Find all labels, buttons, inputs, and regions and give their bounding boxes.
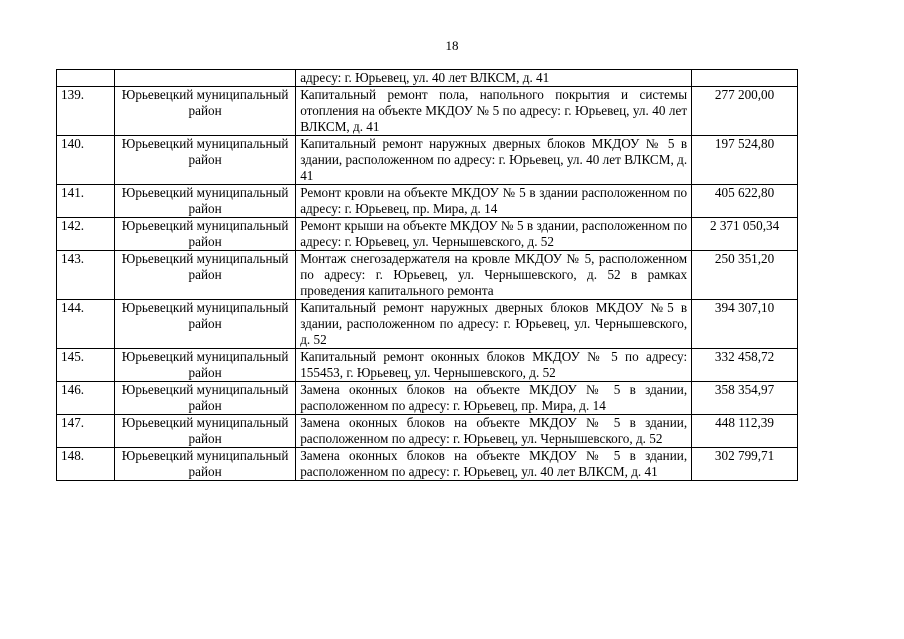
cell-number: [57, 70, 115, 87]
cell-amount: 250 351,20: [692, 251, 798, 300]
cell-number: 148.: [57, 448, 115, 481]
table-row: [57, 251, 798, 300]
cell-amount: 405 622,80: [692, 185, 798, 218]
cell-amount: 302 799,71: [692, 448, 798, 481]
cell-district: Юрьевецкий муниципальный район: [115, 415, 296, 448]
cell-district: Юрьевецкий муниципальный район: [115, 218, 296, 251]
cell-district: Юрьевецкий муниципальный район: [115, 349, 296, 382]
table-row: [57, 349, 798, 382]
cell-district: Юрьевецкий муниципальный район: [115, 185, 296, 218]
cell-description: Капитальный ремонт наружных дверных блоков МКДОУ № 5 в здании, расположенном по адресу: г. Юрьевец, ул. 40 лет ВЛКСМ, д. 41: [296, 136, 692, 185]
table-row: [57, 382, 798, 415]
cell-amount: 332 458,72: [692, 349, 798, 382]
cell-description: Замена оконных блоков на объекте МКДОУ № 5 в здании, расположенном по адресу: г. Юрьевец, ул. Чернышевского, д. 52: [296, 415, 692, 448]
cell-number: 146.: [57, 382, 115, 415]
cell-amount: 197 524,80: [692, 136, 798, 185]
table-row: [57, 415, 798, 448]
cell-number: 145.: [57, 349, 115, 382]
cell-description: Ремонт крыши на объекте МКДОУ № 5 в здании, расположенном по адресу: г. Юрьевец, ул. Чернышевского, д. 52: [296, 218, 692, 251]
cell-description: Капитальный ремонт пола, напольного покрытия и системы отопления на объекте МКДОУ № 5 по адресу: г. Юрьевец, ул. 40 лет ВЛКСМ, д. 41: [296, 87, 692, 136]
cell-district: Юрьевецкий муниципальный район: [115, 136, 296, 185]
cell-number: 144.: [57, 300, 115, 349]
cell-amount: 277 200,00: [692, 87, 798, 136]
cell-number: 139.: [57, 87, 115, 136]
cell-number: 140.: [57, 136, 115, 185]
table-row: [57, 185, 798, 218]
cell-number: 141.: [57, 185, 115, 218]
cell-amount: 394 307,10: [692, 300, 798, 349]
cell-amount: [692, 70, 798, 87]
cell-description: Капитальный ремонт оконных блоков МКДОУ № 5 по адресу: 155453, г. Юрьевец, ул. Чернышевского, д. 52: [296, 349, 692, 382]
table-row: [57, 218, 798, 251]
cell-district: Юрьевецкий муниципальный район: [115, 382, 296, 415]
cell-amount: 448 112,39: [692, 415, 798, 448]
cell-description: Замена оконных блоков на объекте МКДОУ № 5 в здании, расположенном по адресу: г. Юрьевец, ул. 40 лет ВЛКСМ, д. 41: [296, 448, 692, 481]
table-row: [57, 448, 798, 481]
cell-district: Юрьевецкий муниципальный район: [115, 300, 296, 349]
table-row: [57, 136, 798, 185]
cell-description: адресу: г. Юрьевец, ул. 40 лет ВЛКСМ, д. 41: [296, 70, 692, 87]
cell-district: Юрьевецкий муниципальный район: [115, 87, 296, 136]
cell-district: Юрьевецкий муниципальный район: [115, 251, 296, 300]
cell-district: [115, 70, 296, 87]
table-row: [57, 87, 798, 136]
cell-number: 142.: [57, 218, 115, 251]
cell-district: Юрьевецкий муниципальный район: [115, 448, 296, 481]
cell-amount: 358 354,97: [692, 382, 798, 415]
cell-description: Монтаж снегозадержателя на кровле МКДОУ № 5, расположенном по адресу: г. Юрьевец, ул. Чернышевского, д. 52 в рамках проведения капитального ремонта: [296, 251, 692, 300]
cell-number: 143.: [57, 251, 115, 300]
cell-description: Замена оконных блоков на объекте МКДОУ № 5 в здании, расположенном по адресу: г. Юрьевец, пр. Мира, д. 14: [296, 382, 692, 415]
cell-description: Капитальный ремонт наружных дверных блоков МКДОУ №5 в здании, расположенном по адресу: г. Юрьевец, ул. Чернышевского, д. 52: [296, 300, 692, 349]
cell-number: 147.: [57, 415, 115, 448]
cell-amount: 2 371 050,34: [692, 218, 798, 251]
registry-table: [56, 69, 798, 481]
table-row: [57, 300, 798, 349]
cell-description: Ремонт кровли на объекте МКДОУ № 5 в здании расположенном по адресу: г. Юрьевец, пр. Мира, д. 14: [296, 185, 692, 218]
page-number: 18: [445, 38, 459, 53]
table-row-continuation: [57, 70, 798, 87]
